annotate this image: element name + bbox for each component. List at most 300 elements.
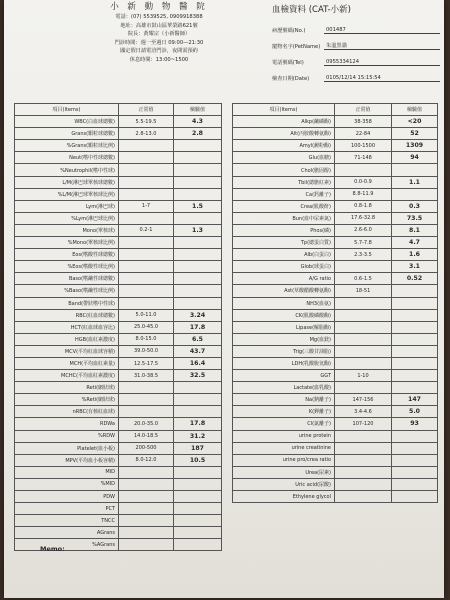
info-label: 檢查日期(Date) xyxy=(272,76,310,82)
table-row xyxy=(233,152,438,164)
value-cell xyxy=(392,491,438,503)
clinic-header xyxy=(79,2,239,65)
range-cell: 2.3-3.5 xyxy=(335,249,392,261)
table-row xyxy=(233,418,438,430)
range-cell xyxy=(335,164,392,176)
value-cell xyxy=(392,321,438,333)
value-cell xyxy=(392,430,438,442)
info-value: 朱溫黑貓 xyxy=(324,42,440,50)
info-label: 寵物名字(PetName) xyxy=(272,44,321,50)
item-cell: CK(肌酸磷酸酶) xyxy=(233,309,335,321)
value-cell xyxy=(174,212,222,224)
table-header-row xyxy=(233,104,438,116)
item-cell: RBC(紅血球總數) xyxy=(15,309,119,321)
table-row xyxy=(233,273,438,285)
item-cell: %RDW xyxy=(15,430,119,442)
item-cell: HCT(紅血球血容比) xyxy=(15,321,119,333)
item-cell: Lipase(解脂酶) xyxy=(233,321,335,333)
value-cell xyxy=(174,382,222,394)
item-cell: %Grans(顆粒球比例) xyxy=(15,140,119,152)
value-cell: 0.52 xyxy=(392,273,438,285)
range-cell: 8.8-11.9 xyxy=(335,188,392,200)
range-cell xyxy=(119,152,174,164)
table-row xyxy=(233,382,438,394)
range-cell: 8.0-15.0 xyxy=(119,333,174,345)
value-cell xyxy=(392,333,438,345)
table-row xyxy=(15,418,222,430)
item-cell: %Reti(網狀球) xyxy=(15,394,119,406)
range-cell: 18-51 xyxy=(335,285,392,297)
value-cell xyxy=(174,527,222,539)
value-cell: 10.5 xyxy=(174,454,222,466)
range-cell xyxy=(335,491,392,503)
item-cell: Uric acid(尿酸) xyxy=(233,478,335,490)
item-cell: MCH(平均血紅素量) xyxy=(15,357,119,369)
item-cell: Eos(嗜酸性球總數) xyxy=(15,249,119,261)
value-cell xyxy=(174,164,222,176)
value-cell xyxy=(392,297,438,309)
range-cell xyxy=(119,382,174,394)
range-cell xyxy=(119,285,174,297)
value-cell xyxy=(174,261,222,273)
range-cell xyxy=(119,478,174,490)
table-row xyxy=(233,297,438,309)
value-cell xyxy=(392,357,438,369)
item-cell: Baso(嗜鹼性球總數) xyxy=(15,273,119,285)
table-row xyxy=(15,273,222,285)
range-cell xyxy=(119,140,174,152)
col-header-value: 檢驗值 xyxy=(392,104,438,116)
table-row xyxy=(15,357,222,369)
table-row xyxy=(15,116,222,128)
value-cell xyxy=(174,478,222,490)
range-cell xyxy=(119,466,174,478)
value-cell xyxy=(174,237,222,249)
item-cell: Alt(丙胺酸轉氨酶) xyxy=(233,128,335,140)
table-row xyxy=(233,176,438,188)
range-cell xyxy=(335,321,392,333)
value-cell: 1.3 xyxy=(174,224,222,236)
item-cell: Bun(血中尿素氮) xyxy=(233,212,335,224)
item-cell: %Mono(單核球比例) xyxy=(15,237,119,249)
table-row xyxy=(233,188,438,200)
table-row xyxy=(15,297,222,309)
table-row xyxy=(233,237,438,249)
value-cell xyxy=(174,285,222,297)
table-row xyxy=(233,249,438,261)
item-cell: Ast(草酸醋酸轉氨酶) xyxy=(233,285,335,297)
table-row xyxy=(15,128,222,140)
range-cell xyxy=(119,237,174,249)
item-cell: %MID xyxy=(15,478,119,490)
item-cell: Alkp(鹼磷酶) xyxy=(233,116,335,128)
value-cell: 5.0 xyxy=(392,406,438,418)
value-cell xyxy=(392,285,438,297)
item-cell: urine creatinine xyxy=(233,442,335,454)
item-cell: Urea(尿素) xyxy=(233,466,335,478)
table-row xyxy=(15,237,222,249)
hematology-table xyxy=(14,103,222,551)
table-row xyxy=(233,321,438,333)
item-cell: Ethylene glycol xyxy=(233,491,335,503)
table-row xyxy=(15,503,222,515)
value-cell xyxy=(174,188,222,200)
item-cell: Grans(顆粒球總數) xyxy=(15,128,119,140)
item-cell: %L/M(淋巴球單核球比例) xyxy=(15,188,119,200)
table-row xyxy=(233,261,438,273)
table-row xyxy=(15,200,222,212)
value-cell xyxy=(174,297,222,309)
range-cell: 0.2-1 xyxy=(119,224,174,236)
value-cell xyxy=(392,188,438,200)
item-cell: Cl(氯離子) xyxy=(233,418,335,430)
item-cell: MID xyxy=(15,466,119,478)
table-row xyxy=(15,333,222,345)
item-cell: Tbil(總膽紅素) xyxy=(233,176,335,188)
item-cell: Alb(白蛋白) xyxy=(233,249,335,261)
range-cell xyxy=(335,357,392,369)
item-cell: Band(帶狀嗜中性球) xyxy=(15,297,119,309)
range-cell xyxy=(119,406,174,418)
range-cell xyxy=(335,309,392,321)
value-cell xyxy=(392,454,438,466)
table-row xyxy=(15,309,222,321)
range-cell: 0.8-1.8 xyxy=(335,200,392,212)
item-cell: %Lym(淋巴球比例) xyxy=(15,212,119,224)
table-row xyxy=(15,430,222,442)
table-row xyxy=(15,491,222,503)
value-cell: 31.2 xyxy=(174,430,222,442)
range-cell: 39.0-50.0 xyxy=(119,345,174,357)
item-cell: L/M(淋巴球單核球總數) xyxy=(15,176,119,188)
value-cell xyxy=(392,164,438,176)
value-cell: 1.1 xyxy=(392,176,438,188)
table-row xyxy=(15,188,222,200)
range-cell: 100-1500 xyxy=(335,140,392,152)
info-row xyxy=(272,38,440,50)
item-cell: Reti(網狀球) xyxy=(15,382,119,394)
range-cell xyxy=(119,176,174,188)
table-row xyxy=(15,152,222,164)
range-cell xyxy=(335,382,392,394)
value-cell xyxy=(392,382,438,394)
table-row xyxy=(15,382,222,394)
item-cell: Chol(膽固醇) xyxy=(233,164,335,176)
clinic-notice: 國定假日請電洽門診，夜間需預約 xyxy=(120,48,198,55)
range-cell xyxy=(335,261,392,273)
range-cell xyxy=(335,345,392,357)
info-row xyxy=(272,54,440,66)
item-cell: Trig(三酸甘油脂) xyxy=(233,345,335,357)
table-row xyxy=(15,527,222,539)
table-row xyxy=(15,164,222,176)
item-cell: %Eos(嗜酸性球比例) xyxy=(15,261,119,273)
value-cell: 187 xyxy=(174,442,222,454)
range-cell: 22-84 xyxy=(335,128,392,140)
value-cell xyxy=(392,345,438,357)
value-cell xyxy=(174,466,222,478)
table-row xyxy=(15,442,222,454)
value-cell: 3.1 xyxy=(392,261,438,273)
item-cell: MPV(平均血小板容積) xyxy=(15,454,119,466)
table-row xyxy=(233,442,438,454)
table-row xyxy=(233,212,438,224)
value-cell xyxy=(174,249,222,261)
col-header-item: 項目(Items) xyxy=(15,104,119,116)
table-row xyxy=(233,466,438,478)
info-row xyxy=(272,70,440,82)
value-cell: 94 xyxy=(392,152,438,164)
table-row xyxy=(233,345,438,357)
item-cell: WBC(白血球總數) xyxy=(15,116,119,128)
item-cell: RDWa xyxy=(15,418,119,430)
report-paper xyxy=(4,0,444,598)
range-cell xyxy=(119,515,174,527)
info-label: 電話號碼(Tel) xyxy=(272,60,304,66)
table-row xyxy=(233,309,438,321)
range-cell xyxy=(119,527,174,539)
value-cell xyxy=(392,478,438,490)
table-row xyxy=(233,333,438,345)
info-value: 001487 xyxy=(324,27,440,34)
table-row xyxy=(233,454,438,466)
range-cell: 12.5-17.5 xyxy=(119,357,174,369)
range-cell xyxy=(119,273,174,285)
table-row xyxy=(233,357,438,369)
value-cell xyxy=(392,466,438,478)
item-cell: Tp(總蛋白質) xyxy=(233,237,335,249)
item-cell: PDW xyxy=(15,491,119,503)
info-label: 病歷號碼(No.) xyxy=(272,28,306,34)
value-cell: 6.5 xyxy=(174,333,222,345)
range-cell xyxy=(119,212,174,224)
value-cell xyxy=(174,539,222,551)
value-cell: 32.5 xyxy=(174,370,222,382)
range-cell xyxy=(335,466,392,478)
value-cell xyxy=(174,152,222,164)
table-row xyxy=(233,140,438,152)
item-cell: PCT xyxy=(15,503,119,515)
range-cell: 5.0-11.0 xyxy=(119,309,174,321)
value-cell: 2.8 xyxy=(174,128,222,140)
range-cell: 8.0-12.0 xyxy=(119,454,174,466)
table-row xyxy=(233,224,438,236)
item-cell: Mono(單核球) xyxy=(15,224,119,236)
range-cell: 107-120 xyxy=(335,418,392,430)
value-cell: 73.5 xyxy=(392,212,438,224)
clinic-doctor: 院長：黃耀宗（小新醫師） xyxy=(127,31,191,38)
value-cell: 0.3 xyxy=(392,200,438,212)
value-cell xyxy=(174,406,222,418)
range-cell xyxy=(119,261,174,273)
table-row xyxy=(15,321,222,333)
value-cell xyxy=(392,370,438,382)
table-row xyxy=(15,345,222,357)
value-cell: 8.1 xyxy=(392,224,438,236)
range-cell: 0.6-1.5 xyxy=(335,273,392,285)
value-cell: 17.8 xyxy=(174,321,222,333)
info-value: 0955334124 xyxy=(324,59,440,66)
table-row xyxy=(233,491,438,503)
range-cell: 147-156 xyxy=(335,394,392,406)
table-row xyxy=(15,478,222,490)
table-row xyxy=(15,454,222,466)
table-row xyxy=(15,394,222,406)
range-cell: 2.6-6.0 xyxy=(335,224,392,236)
clinic-hours: 門診時間：週一至週日 09:00—21:30 xyxy=(114,39,204,46)
clinic-break: 休息時間：13:00~1500 xyxy=(129,56,189,63)
col-header-range: 正常值 xyxy=(335,104,392,116)
table-row xyxy=(233,116,438,128)
range-cell xyxy=(335,478,392,490)
table-row xyxy=(15,261,222,273)
range-cell xyxy=(119,394,174,406)
table-row xyxy=(233,394,438,406)
value-cell xyxy=(174,176,222,188)
col-header-item: 項目(Items) xyxy=(233,104,335,116)
report-title: 血檢資料 (CAT-小新) xyxy=(272,5,351,15)
report-header xyxy=(272,4,440,86)
range-cell xyxy=(119,503,174,515)
value-cell: 1.5 xyxy=(174,200,222,212)
item-cell: Glu(血糖) xyxy=(233,152,335,164)
range-cell: 5.5-19.5 xyxy=(119,116,174,128)
item-cell: Lactate(血乳酸) xyxy=(233,382,335,394)
item-cell: AGrans xyxy=(15,527,119,539)
item-cell: GGT xyxy=(233,370,335,382)
value-cell xyxy=(174,515,222,527)
range-cell xyxy=(119,491,174,503)
table-header-row xyxy=(15,104,222,116)
clinic-name: 小 新 動 物 醫 院 xyxy=(110,2,208,12)
item-cell: Mg(血鎂) xyxy=(233,333,335,345)
item-cell: Platelet(血小板) xyxy=(15,442,119,454)
clinic-phone: 電話：(07) 5539525, 0909918388 xyxy=(115,14,203,20)
table-row xyxy=(233,128,438,140)
value-cell: 3.24 xyxy=(174,309,222,321)
value-cell xyxy=(392,442,438,454)
value-cell xyxy=(174,273,222,285)
range-cell: 5.7-7.8 xyxy=(335,237,392,249)
value-cell: 93 xyxy=(392,418,438,430)
table-row xyxy=(15,224,222,236)
item-cell: K(鉀離子) xyxy=(233,406,335,418)
range-cell xyxy=(119,164,174,176)
item-cell: Neut(嗜中性球總數) xyxy=(15,152,119,164)
table-row xyxy=(15,466,222,478)
table-row xyxy=(233,430,438,442)
item-cell: Amyl(澱粉酶) xyxy=(233,140,335,152)
table-row xyxy=(15,140,222,152)
range-cell: 20.0-35.0 xyxy=(119,418,174,430)
item-cell: urine pro/crea ratio xyxy=(233,454,335,466)
info-value: 0105/12/14 15:15:54 xyxy=(324,75,440,82)
item-cell: Lym(淋巴球) xyxy=(15,200,119,212)
item-cell: TNCC xyxy=(15,515,119,527)
col-header-range: 正常值 xyxy=(119,104,174,116)
value-cell xyxy=(174,394,222,406)
value-cell xyxy=(392,309,438,321)
range-cell xyxy=(335,430,392,442)
item-cell: LDH(乳酸脫氫酶) xyxy=(233,357,335,369)
item-cell: urine protein xyxy=(233,430,335,442)
table-row xyxy=(233,285,438,297)
value-cell xyxy=(174,140,222,152)
value-cell xyxy=(174,491,222,503)
range-cell: 0.0-0.9 xyxy=(335,176,392,188)
item-cell: nRBC(有核紅血球) xyxy=(15,406,119,418)
range-cell xyxy=(335,297,392,309)
range-cell: 38-358 xyxy=(335,116,392,128)
range-cell xyxy=(119,249,174,261)
table-row xyxy=(233,164,438,176)
table-row xyxy=(233,370,438,382)
range-cell xyxy=(119,188,174,200)
clinic-address: 地址：高雄市鼓山區華榮路621號 xyxy=(120,22,198,29)
table-row xyxy=(233,200,438,212)
value-cell: 4.7 xyxy=(392,237,438,249)
item-cell: Phos(磷) xyxy=(233,224,335,236)
range-cell: 31.0-38.5 xyxy=(119,370,174,382)
item-cell: Ca(鈣離子) xyxy=(233,188,335,200)
item-cell: A/G ratio xyxy=(233,273,335,285)
range-cell: 1-7 xyxy=(119,200,174,212)
item-cell: %Baso(嗜鹼性球比例) xyxy=(15,285,119,297)
value-cell: 52 xyxy=(392,128,438,140)
range-cell: 2.8-13.0 xyxy=(119,128,174,140)
range-cell: 25.0-45.0 xyxy=(119,321,174,333)
range-cell xyxy=(335,442,392,454)
range-cell: 14.0-18.5 xyxy=(119,430,174,442)
range-cell: 200-500 xyxy=(119,442,174,454)
table-row xyxy=(233,406,438,418)
biochemistry-table xyxy=(232,103,438,503)
range-cell xyxy=(119,539,174,551)
range-cell: 1-10 xyxy=(335,370,392,382)
table-row xyxy=(15,515,222,527)
item-cell: HGB(血紅素濃度) xyxy=(15,333,119,345)
item-cell: Crea(肌酸酐) xyxy=(233,200,335,212)
memo-label: Memo: xyxy=(40,545,65,553)
value-cell: 1.6 xyxy=(392,249,438,261)
value-cell: 17.8 xyxy=(174,418,222,430)
value-cell: <20 xyxy=(392,116,438,128)
value-cell: 1309 xyxy=(392,140,438,152)
table-row xyxy=(15,249,222,261)
value-cell: 16.4 xyxy=(174,357,222,369)
item-cell: %Neutrophil(嗜中性球) xyxy=(15,164,119,176)
value-cell xyxy=(174,503,222,515)
item-cell: NH3(血氨) xyxy=(233,297,335,309)
table-row xyxy=(15,285,222,297)
info-row xyxy=(272,22,440,34)
item-cell: MCV(平均紅血球容積) xyxy=(15,345,119,357)
table-row xyxy=(15,176,222,188)
range-cell: 71-148 xyxy=(335,152,392,164)
value-cell: 147 xyxy=(392,394,438,406)
table-row xyxy=(15,370,222,382)
table-row xyxy=(15,406,222,418)
range-cell xyxy=(335,333,392,345)
col-header-value: 檢驗值 xyxy=(174,104,222,116)
item-cell: Glob(球蛋白) xyxy=(233,261,335,273)
item-cell: %AGrans xyxy=(15,539,119,551)
table-row xyxy=(233,478,438,490)
item-cell: MCHC(平均血紅素濃度) xyxy=(15,370,119,382)
item-cell: Na(鈉離子) xyxy=(233,394,335,406)
value-cell: 43.7 xyxy=(174,345,222,357)
range-cell xyxy=(119,297,174,309)
